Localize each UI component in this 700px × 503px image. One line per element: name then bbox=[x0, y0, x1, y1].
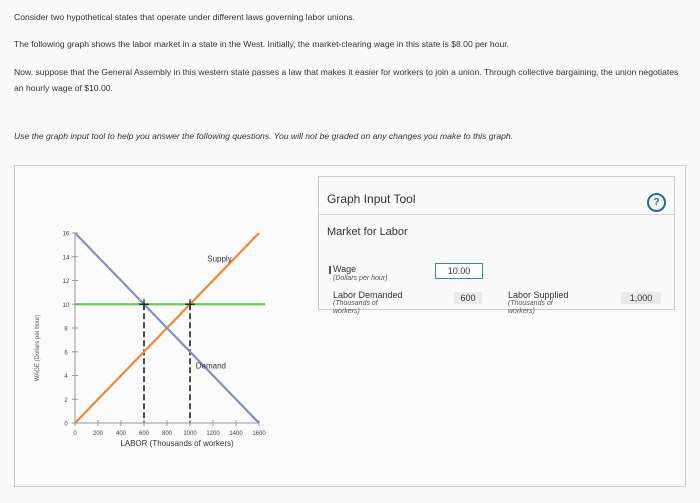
union-scenario-paragraph: Now, suppose that the General Assembly in this western state passes a law that makes it easier for workers to join a union. Through collective bargaining, the union negotiates an hourly wage of $10.00. bbox=[14, 67, 679, 93]
labor-demanded-label: Labor Demanded bbox=[333, 290, 403, 300]
graph-input-tool bbox=[318, 176, 675, 315]
market-title: Market for Labor bbox=[327, 226, 408, 238]
x-tick-label: 200 bbox=[92, 431, 104, 437]
y-tick-label: 4 bbox=[64, 374, 68, 380]
x-tick-label: 400 bbox=[115, 431, 127, 437]
labor-demanded-value: 600 bbox=[454, 292, 482, 304]
supply-curve-label: Supply bbox=[207, 254, 232, 264]
labor-supplied-value: 1,000 bbox=[621, 292, 661, 304]
intro-paragraph: Consider two hypothetical states that operate under different laws governing labor unions. bbox=[14, 12, 355, 22]
labor-supplied-unit-line1: (Thousands of bbox=[508, 300, 553, 307]
y-axis-label: WAGE (Dollars per hour) bbox=[35, 314, 41, 382]
x-tick-label: 1200 bbox=[206, 431, 220, 437]
y-tick-label: 8 bbox=[64, 326, 68, 333]
y-tick-label: 10 bbox=[62, 302, 70, 309]
x-tick-label: 800 bbox=[161, 431, 173, 437]
wage-unit-label: (Dollars per hour) bbox=[333, 275, 388, 282]
x-tick-label: 1400 bbox=[229, 431, 243, 437]
x-axis-label: LABOR (Thousands of workers) bbox=[120, 439, 234, 448]
labor-supplied-label: Labor Supplied bbox=[508, 290, 569, 300]
x-tick-label: 1000 bbox=[183, 431, 197, 437]
demand-curve-label: Demand bbox=[195, 361, 226, 371]
wage-marker-icon bbox=[329, 266, 331, 274]
x-tick-label: 600 bbox=[138, 431, 150, 437]
wage-input[interactable]: 10.00 bbox=[435, 263, 483, 279]
labor-supplied-unit-line2: workers) bbox=[508, 308, 535, 315]
tool-body bbox=[319, 214, 674, 315]
y-tick-label: 14 bbox=[62, 255, 70, 262]
tool-title: Graph Input Tool bbox=[327, 192, 416, 206]
labor-demanded-unit-line1: (Thousands of bbox=[333, 300, 378, 307]
y-tick-label: 6 bbox=[64, 350, 68, 357]
labor-demanded-unit-line2: workers) bbox=[333, 308, 360, 315]
wage-label: Wage bbox=[333, 264, 357, 274]
y-tick-label: 2 bbox=[64, 397, 68, 404]
x-tick-label: 0 bbox=[73, 431, 77, 437]
y-tick-label: 12 bbox=[62, 279, 70, 285]
x-tick-label: 1600 bbox=[252, 431, 266, 437]
instructions-paragraph: Use the graph input tool to help you answer the following questions. You will not be graded on any changes you make to this graph. bbox=[14, 131, 514, 141]
market-description-paragraph: The following graph shows the labor market in a state in the West. Initially, the market-clearing wage in this state is $8.00 per hour. bbox=[14, 39, 510, 49]
y-tick-label: 16 bbox=[62, 231, 70, 238]
labor-market-chart[interactable] bbox=[15, 166, 315, 486]
graph-panel bbox=[14, 165, 686, 487]
help-icon[interactable]: ? bbox=[647, 193, 666, 212]
y-tick-label: 0 bbox=[64, 421, 68, 428]
